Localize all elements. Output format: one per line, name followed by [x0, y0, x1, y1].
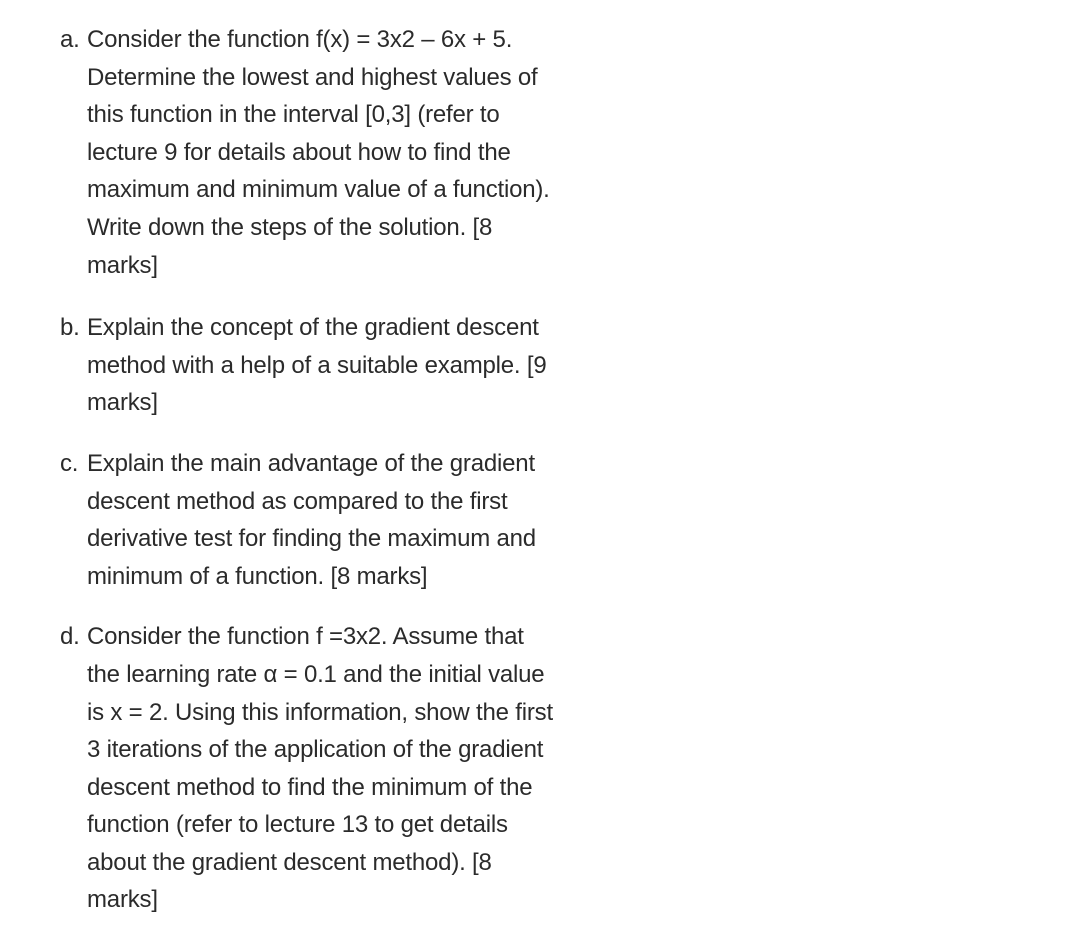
question-c-line: minimum of a function. [8 marks] [87, 562, 428, 590]
question-b-text [87, 309, 620, 422]
question-c-line: derivative test for finding the maximum and [87, 525, 536, 553]
question-b [60, 309, 620, 422]
question-a-line: Consider the function f(x) = 3x2 – 6x + 5. [87, 26, 513, 53]
question-c [60, 445, 620, 595]
question-d-line: about the gradient descent method). [8 [87, 848, 492, 876]
question-a-label: a. [60, 26, 80, 53]
question-c-line: descent method as compared to the first [87, 487, 508, 515]
question-a [60, 21, 620, 284]
question-d-line: descent method to find the minimum of the [87, 773, 533, 801]
question-a-text [87, 21, 620, 284]
question-a-line: maximum and minimum value of a function). [87, 176, 550, 204]
question-a-line: marks] [87, 251, 158, 279]
question-b-line: method with a help of a suitable example. [9 [87, 351, 547, 379]
question-a-line: this function in the interval [0,3] (refer to [87, 101, 500, 129]
question-d-line: marks] [87, 886, 158, 914]
question-d-line: function (refer to lecture 13 to get details [87, 811, 508, 839]
question-d-line: is x = 2. Using this information, show the first [87, 698, 553, 726]
question-d-label: d. [60, 623, 80, 651]
question-c-line: Explain the main advantage of the gradient [87, 449, 535, 477]
question-d-text [87, 618, 620, 919]
question-c-label: c. [60, 449, 79, 477]
question-d-line: 3 iterations of the application of the gradient [87, 736, 544, 764]
question-d-line: the learning rate α = 0.1 and the initial value [87, 660, 545, 688]
question-b-line: Explain the concept of the gradient descent [87, 314, 539, 342]
question-b-label: b. [60, 314, 80, 342]
question-d [60, 618, 620, 919]
question-list [60, 21, 620, 919]
question-c-text [87, 445, 620, 595]
question-b-line: marks] [87, 389, 158, 417]
question-a-line: lecture 9 for details about how to find the [87, 138, 511, 166]
question-d-line: Consider the function f =3x2. Assume that [87, 623, 524, 651]
question-a-line: Write down the steps of the solution. [8 [87, 213, 493, 241]
question-a-line: Determine the lowest and highest values of [87, 63, 538, 91]
